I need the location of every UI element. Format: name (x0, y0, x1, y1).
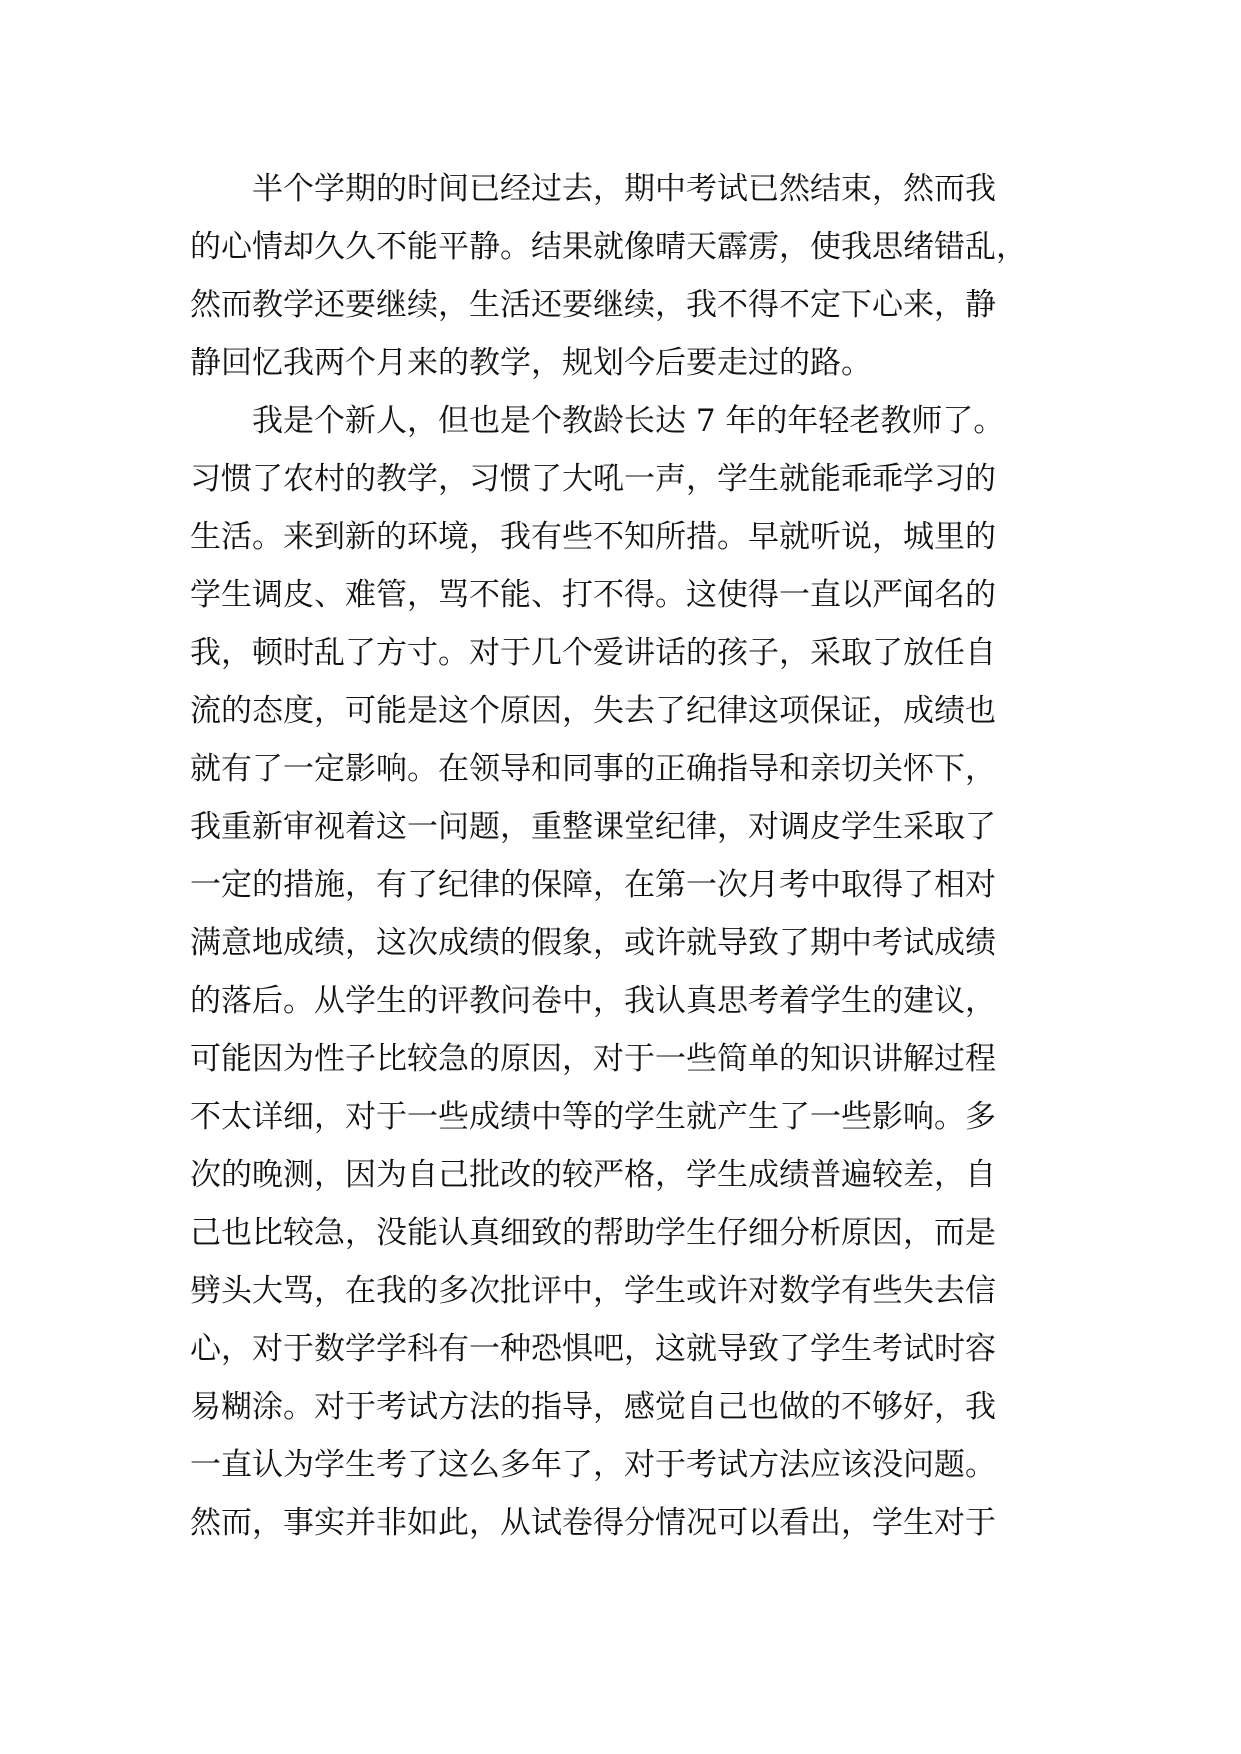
paragraph-line: 次的晚测，因为自己批改的较严格，学生成绩普遍较差，自 (190, 1157, 996, 1193)
paragraph-line: 我，顿时乱了方寸。对于几个爱讲话的孩子，采取了放任自 (190, 635, 996, 671)
paragraph-line: 然而，事实并非如此，从试卷得分情况可以看出，学生对于 (190, 1505, 996, 1541)
document-body (190, 160, 1070, 1552)
paragraph-line: 劈头大骂，在我的多次批评中，学生或许对数学有些失去信 (190, 1273, 996, 1309)
paragraph-line: 习惯了农村的教学，习惯了大吼一声，学生就能乖乖学习的 (190, 461, 996, 497)
paragraph-line: 不太详细，对于一些成绩中等的学生就产生了一些影响。多 (190, 1099, 996, 1135)
paragraph-line: 半个学期的时间已经过去，期中考试已然结束，然而我 (252, 171, 996, 207)
paragraph-line: 生活。来到新的环境，我有些不知所措。早就听说，城里的 (190, 519, 996, 555)
paragraph-line: 的落后。从学生的评教问卷中，我认真思考着学生的建议， (190, 983, 996, 1019)
paragraph-line: 我是个新人，但也是个教龄长达 7 年的年轻老教师了。 (252, 403, 1005, 439)
paragraph-line: 己也比较急，没能认真细致的帮助学生仔细分析原因，而是 (190, 1215, 996, 1251)
paragraph-line: 易糊涂。对于考试方法的指导，感觉自己也做的不够好，我 (190, 1389, 996, 1425)
paragraph-line: 流的态度，可能是这个原因，失去了纪律这项保证，成绩也 (190, 693, 996, 729)
paragraph-line: 可能因为性子比较急的原因，对于一些简单的知识讲解过程 (190, 1041, 996, 1077)
paragraph-line: 就有了一定影响。在领导和同事的正确指导和亲切关怀下， (190, 751, 996, 787)
paragraph-line: 一定的措施，有了纪律的保障，在第一次月考中取得了相对 (190, 867, 996, 903)
paragraph-line: 一直认为学生考了这么多年了，对于考试方法应该没问题。 (190, 1447, 996, 1483)
paragraph-1 (190, 160, 1070, 392)
paragraph-line: 学生调皮、难管，骂不能、打不得。这使得一直以严闻名的 (190, 577, 996, 613)
paragraph-line: 满意地成绩，这次成绩的假象，或许就导致了期中考试成绩 (190, 925, 996, 961)
paragraph-line: 我重新审视着这一问题，重整课堂纪律，对调皮学生采取了 (190, 809, 996, 845)
paragraph-line: 心，对于数学学科有一种恐惧吧，这就导致了学生考试时容 (190, 1331, 996, 1367)
paragraph-line: 然而教学还要继续，生活还要继续，我不得不定下心来，静 (190, 287, 996, 323)
paragraph-2 (190, 392, 1070, 1552)
paragraph-line: 的心情却久久不能平静。结果就像晴天霹雳，使我思绪错乱， (190, 229, 1027, 265)
paragraph-line: 静回忆我两个月来的教学，规划今后要走过的路。 (190, 345, 872, 381)
